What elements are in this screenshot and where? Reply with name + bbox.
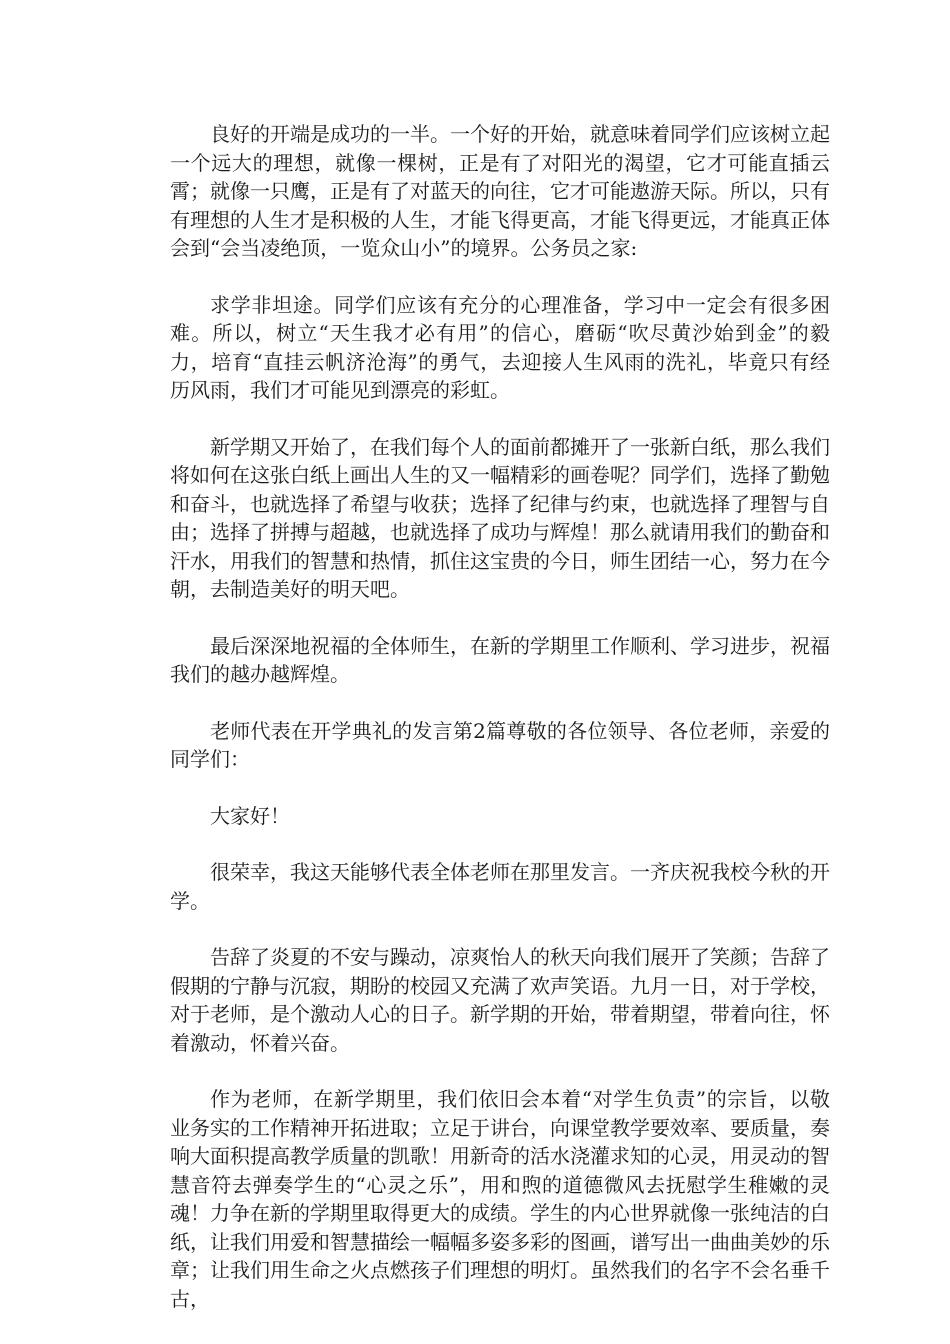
paragraph-3: 新学期又开始了，在我们每个人的面前都摊开了一张新白纸，那么我们将如何在这张白纸上画出人生的又一幅精彩的画卷呢？同学们，选择了勤勉和奋斗，也就选择了希望与收获；选择了纪律与约束，也就选择了理智与自由；选择了拼搏与超越，也就选择了成功与辉煌！那么就请用我们的勤奋和汗水，用我们的智慧和热情，抓住这宝贵的今日，师生团结一心，努力在今朝，去制造美好的明天吧。 <box>170 434 830 601</box>
paragraph-2: 求学非坦途。同学们应该有充分的心理准备，学习中一定会有很多困难。所以，树立“天生我才必有用”的信心，磨砺“吹尽黄沙始到金”的毅力，培育“直挂云帆济沧海”的勇气，去迎接人生风雨的洗礼，毕竟只有经历风雨，我们才可能见到漂亮的彩虹。 <box>170 292 830 402</box>
paragraph-7: 很荣幸，我这天能够代表全体老师在那里发言。一齐庆祝我校今秋的开学。 <box>170 860 830 913</box>
paragraph-8: 告辞了炎夏的不安与躁动，凉爽怡人的秋天向我们展开了笑颜；告辞了假期的宁静与沉寂，期盼的校园又充满了欢声笑语。九月一日，对于学校，对于老师，是个激动人心的日子。新学期的开始，带着期望，带着向往，怀着激动，怀着兴奋。 <box>170 945 830 1055</box>
paragraph-1: 良好的开端是成功的一半。一个好的开始，就意味着同学们应该树立起一个远大的理想，就像一棵树，正是有了对阳光的渴望，它才可能直插云霄；就像一只鹰，正是有了对蓝天的向往，它才可能遨游天际。所以，只有有理想的人生才是积极的人生，才能飞得更高，才能飞得更远，才能真正体会到“会当凌绝顶，一览众山小”的境界。公务员之家: <box>170 122 830 260</box>
paragraph-5: 老师代表在开学典礼的发言第2篇尊敬的各位领导、各位老师，亲爱的同学们： <box>170 718 830 771</box>
paragraph-4: 最后深深地祝福的全体师生，在新的学期里工作顺利、学习进步，祝福我们的越办越辉煌。 <box>170 633 830 686</box>
paragraph-9: 作为老师，在新学期里，我们依旧会本着“对学生负责”的宗旨，以敬业务实的工作精神开拓进取；立足于讲台，向课堂教学要效率、要质量，奏响大面积提高教学质量的凯歌！用新奇的活水浇灌求知的心灵，用灵动的智慧音符去弹奏学生的“心灵之乐”，用和煦的道德微风去抚慰学生稚嫩的灵魂！力争在新的学期里取得更大的成绩。学生的内心世界就像一张纯洁的白纸，让我们用爱和智慧描绘一幅幅多姿多彩的图画，谱写出一曲曲美妙的乐章；让我们用生命之火点燃孩子们理想的明灯。虽然我们的名字不会名垂千古， <box>170 1087 830 1311</box>
document-body <box>170 120 830 1341</box>
paragraph-6: 大家好！ <box>210 803 290 828</box>
